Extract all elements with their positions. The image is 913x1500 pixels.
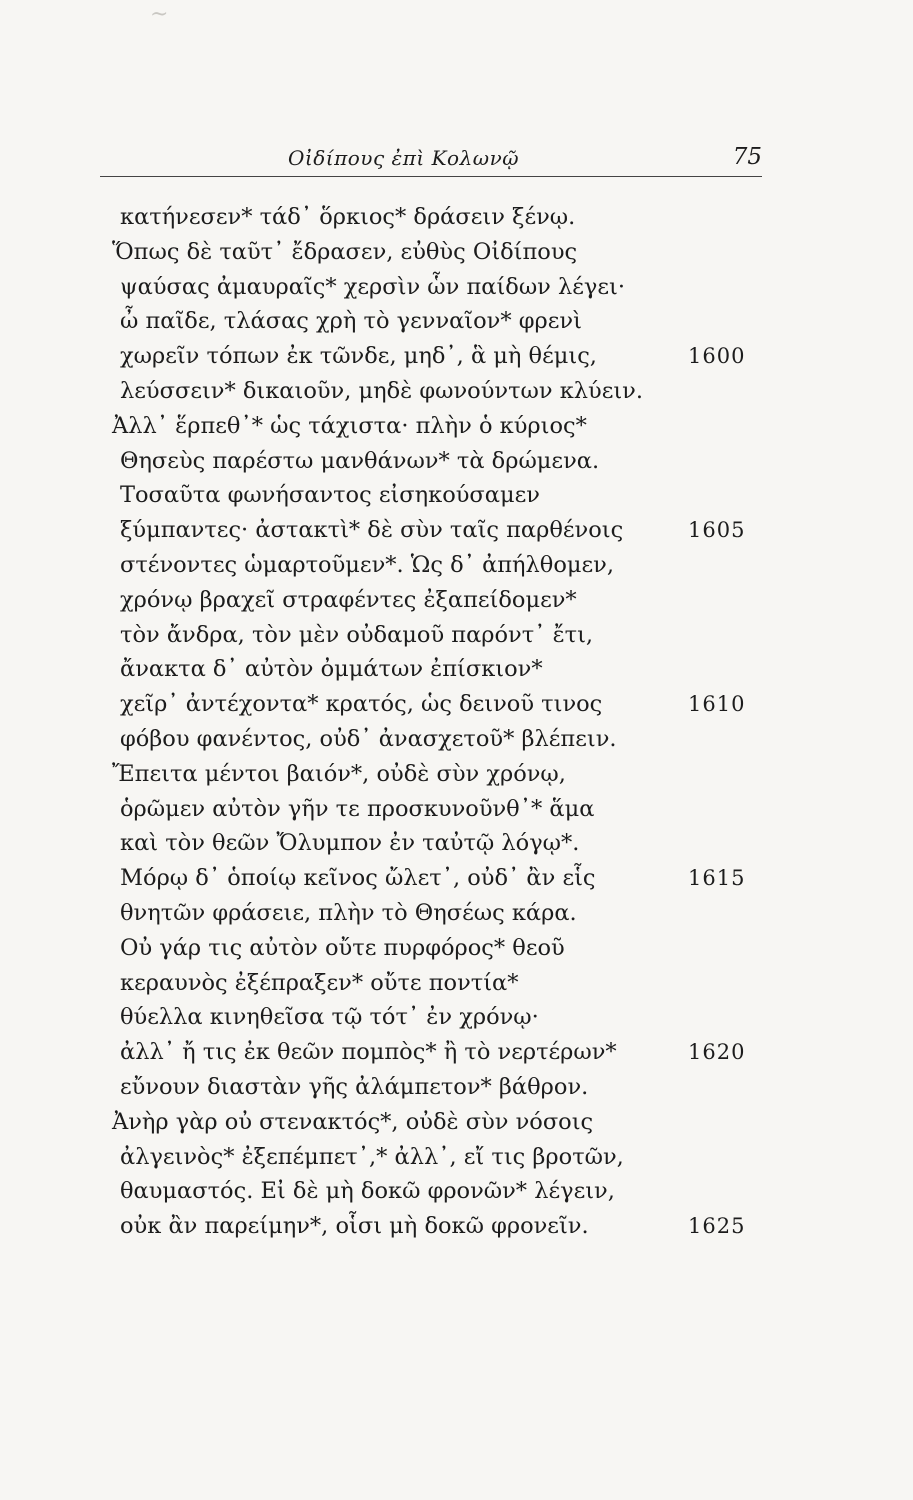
verse-line <box>0 200 913 235</box>
verse-line <box>0 687 913 722</box>
verse-text: ψαύσας ἀμαυραῖς* χερσὶν ὧν παίδων λέγει· <box>120 273 625 300</box>
page-header <box>100 142 762 177</box>
verse-block <box>0 200 913 1244</box>
verse-line <box>0 583 913 618</box>
verse-text: ὦ παῖδε, τλάσας χρὴ τὸ γενναῖον* φρενὶ <box>120 308 582 335</box>
verse-line <box>0 1105 913 1140</box>
verse-line <box>0 722 913 757</box>
verse-line <box>0 792 913 827</box>
verse-text: Οὐ γάρ τις αὐτὸν οὔτε πυρφόρος* θεοῦ <box>120 934 565 961</box>
line-number: 1605 <box>688 518 746 543</box>
verse-text: χεῖρ᾽ ἀντέχοντα* κρατός, ὡς δεινοῦ τινος <box>120 691 603 718</box>
verse-text: Ἀλλ᾽ ἕρπεθ᾽* ὡς τάχιστα· πλὴν ὁ κύριος* <box>112 412 587 439</box>
verse-text: θαυμαστός. Εἰ δὲ μὴ δοκῶ φρονῶν* λέγειν, <box>120 1178 615 1205</box>
line-number: 1625 <box>688 1214 746 1239</box>
verse-text: Ἔπειτα μέντοι βαιόν*, οὐδὲ σὺν χρόνῳ, <box>112 760 566 787</box>
verse-text: στένοντες ὡμαρτοῦμεν*. Ὡς δ᾽ ἀπήλθομεν, <box>120 551 615 578</box>
verse-text: Μόρῳ δ᾽ ὁποίῳ κεῖνος ὤλετ᾽, οὐδ᾽ ἂν εἷς <box>120 865 596 892</box>
verse-text: θύελλα κινηθεῖσα τῷ τότ᾽ ἐν χρόνῳ· <box>120 1004 539 1031</box>
verse-text: Ἀνὴρ γὰρ οὐ στενακτός*, οὐδὲ σὺν νόσοις <box>112 1108 594 1135</box>
verse-line <box>0 1140 913 1175</box>
verse-line <box>0 1070 913 1105</box>
verse-line <box>0 478 913 513</box>
verse-line <box>0 757 913 792</box>
verse-text: Θησεὺς παρέστω μανθάνων* τὰ δρώμενα. <box>120 447 600 474</box>
verse-text: χωρεῖν τόπων ἐκ τῶνδε, μηδ᾽, ἃ μὴ θέμις, <box>120 343 597 370</box>
verse-text: καὶ τὸν θεῶν Ὄλυμπον ἐν ταὐτῷ λόγῳ*. <box>120 830 580 857</box>
verse-line <box>0 374 913 409</box>
line-number: 1610 <box>688 692 746 717</box>
bleed-through-mark: ~ <box>150 2 169 27</box>
verse-text: κεραυνὸς ἐξέπραξεν* οὔτε ποντία* <box>120 969 519 996</box>
verse-text: ἀλλ᾽ ἤ τις ἐκ θεῶν πομπὸς* ἢ τὸ νερτέρων* <box>120 1039 617 1066</box>
verse-line <box>0 1174 913 1209</box>
page-number: 75 <box>732 144 762 170</box>
verse-line <box>0 270 913 305</box>
verse-text: ἄνακτα δ᾽ αὐτὸν ὀμμάτων ἐπίσκιον* <box>120 656 543 683</box>
verse-text: λεύσσειν* δικαιοῦν, μηδὲ φωνούντων κλύειν. <box>120 377 644 404</box>
verse-text: τὸν ἄνδρα, τὸν μὲν οὐδαμοῦ παρόντ᾽ ἔτι, <box>120 621 594 648</box>
verse-line <box>0 513 913 548</box>
verse-text: ξύμπαντες· ἀστακτὶ* δὲ σὺν ταῖς παρθένοις <box>120 517 624 544</box>
verse-text: Ὅπως δὲ ταῦτ᾽ ἔδρασεν, εὐθὺς Οἰδίπους <box>112 238 578 265</box>
verse-line <box>0 652 913 687</box>
verse-line <box>0 1035 913 1070</box>
verse-line <box>0 409 913 444</box>
line-number: 1620 <box>688 1040 746 1065</box>
verse-line <box>0 931 913 966</box>
verse-text: θνητῶν φράσειε, πλὴν τὸ Θησέως κάρα. <box>120 899 577 926</box>
verse-line <box>0 304 913 339</box>
verse-text: ὁρῶμεν αὐτὸν γῆν τε προσκυνοῦνθ᾽* ἅμα <box>120 795 595 822</box>
verse-text: ἀλγεινὸς* ἐξεπέμπετ᾽,* ἀλλ᾽, εἴ τις βροτῶν, <box>120 1143 624 1170</box>
verse-line <box>0 548 913 583</box>
verse-line <box>0 444 913 479</box>
verse-line <box>0 1000 913 1035</box>
verse-line <box>0 339 913 374</box>
verse-line <box>0 861 913 896</box>
line-number: 1600 <box>688 344 746 369</box>
verse-text: χρόνῳ βραχεῖ στραφέντες ἐξαπείδομεν* <box>120 586 577 613</box>
verse-text: κατήνεσεν* τάδ᾽ ὅρκιος* δράσειν ξένῳ. <box>120 204 576 230</box>
verse-line <box>0 1209 913 1244</box>
verse-line <box>0 235 913 270</box>
verse-line <box>0 966 913 1001</box>
verse-line <box>0 618 913 653</box>
verse-text: εὔνουν διαστὰν γῆς ἀλάμπετον* βάθρον. <box>120 1073 589 1100</box>
verse-text: φόβου φανέντος, οὐδ᾽ ἀνασχετοῦ* βλέπειν. <box>120 725 617 752</box>
verse-text: οὐκ ἂν παρείμην*, οἷσι μὴ δοκῶ φρονεῖν. <box>120 1213 589 1240</box>
verse-line <box>0 826 913 861</box>
verse-text: Τοσαῦτα φωνήσαντος εἰσηκούσαμεν <box>120 482 540 509</box>
verse-line <box>0 896 913 931</box>
line-number: 1615 <box>688 866 746 891</box>
running-title: Οἰδίπους ἐπὶ Κολωνῷ <box>288 146 520 170</box>
